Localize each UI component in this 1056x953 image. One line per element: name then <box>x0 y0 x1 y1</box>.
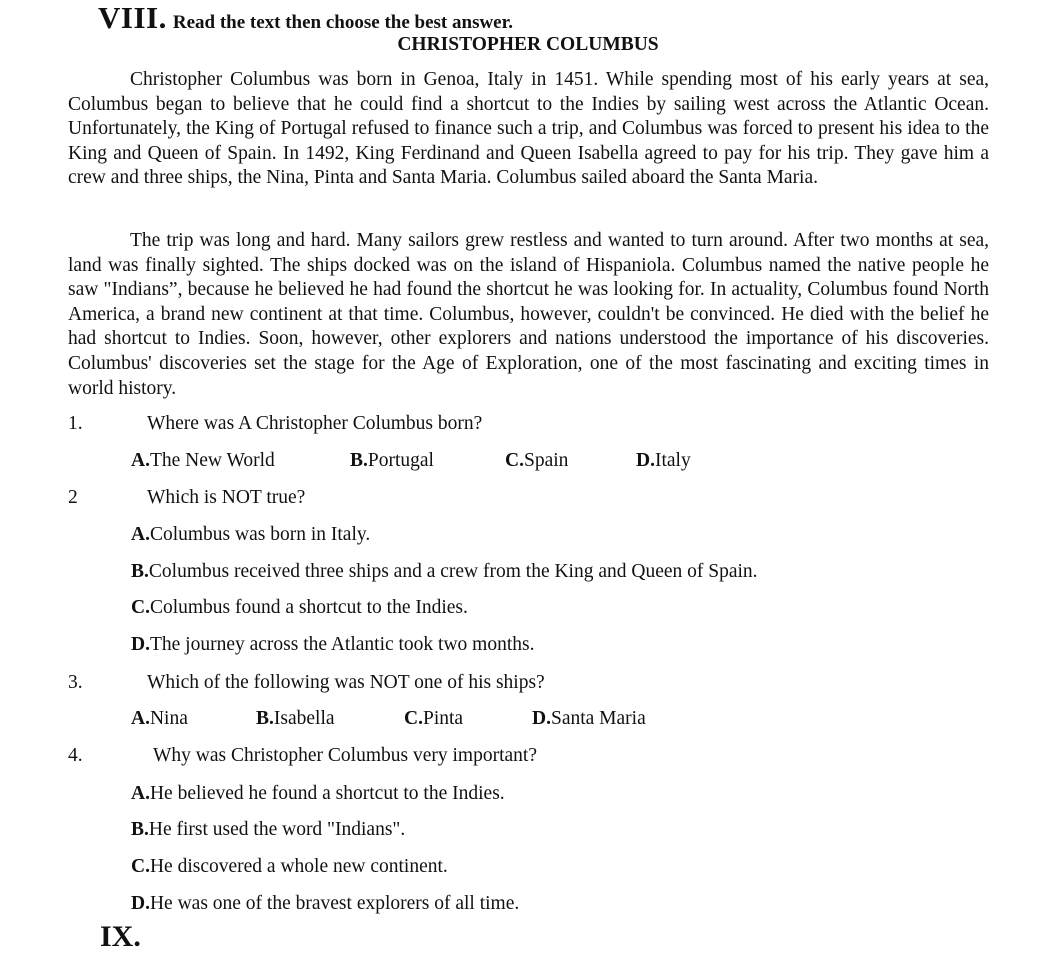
option-text: Columbus found a shortcut to the Indies. <box>149 597 468 618</box>
option-text: The New World <box>149 450 275 471</box>
question-4-text: Why was Christopher Columbus very important? <box>153 745 537 766</box>
option-text: He believed he found a shortcut to the Indies. <box>149 783 505 804</box>
option-text: He discovered a whole new continent. <box>149 856 448 877</box>
option-text: Santa Maria <box>550 708 646 729</box>
option-text: Isabella <box>273 708 335 729</box>
option-letter: D. <box>636 450 655 471</box>
option-letter: A. <box>131 708 150 729</box>
question-3-option-d <box>532 708 646 730</box>
question-1-option-d <box>636 450 691 472</box>
question-2-option-c <box>131 597 468 619</box>
question-2-option-b <box>131 561 758 583</box>
option-letter: C. <box>131 856 150 877</box>
option-letter: D. <box>131 893 150 914</box>
question-2-number: 2 <box>68 487 78 508</box>
option-letter: D. <box>131 634 150 655</box>
option-text: He was one of the bravest explorers of all time. <box>149 893 520 914</box>
question-4-option-b <box>131 819 405 841</box>
question-3-text: Which of the following was NOT one of his ships? <box>147 672 545 693</box>
question-4-option-a <box>131 783 505 805</box>
option-letter: B. <box>350 450 368 471</box>
option-text: Portugal <box>367 450 434 471</box>
question-2-option-a <box>131 524 370 546</box>
passage-paragraph-1: Christopher Columbus was born in Genoa, Italy in 1451. While spending most of his early years at sea, Columbus began to believe that he could find a shortcut to the Indies by sailing west across the Atlantic Ocean. Unfortunately, the King of Portugal refused to finance such a trip, and Columbus was forced to present his idea to the King and Queen of Spain. In 1492, King Ferdinand and Queen Isabella agreed to pay for his trip. They gave him a crew and three ships, the Nina, Pinta and Santa Maria. Columbus sailed aboard the Santa Maria. <box>68 69 989 189</box>
option-letter: B. <box>131 561 149 582</box>
question-1-option-a <box>131 450 275 472</box>
option-text: Nina <box>149 708 188 729</box>
passage-paragraph-2: The trip was long and hard. Many sailors grew restless and wanted to turn around. After two months at sea, land was finally sighted. The ships docked was on the island of Hispaniola. Columbus named the native people he saw "Indians”, because he believed he had found the shortcut he was looking for. In actuality, Columbus found North America, a brand new continent at that time. Columbus, however, couldn't be convinced. He died with the belief he had shortcut to Indies. Soon, however, other explorers and nations understood the importance of his discoveries. Columbus' discoveries set the stage for the Age of Exploration, one of the most fascinating and exciting times in world history. <box>68 230 989 399</box>
option-letter: A. <box>131 783 150 804</box>
section-heading <box>98 0 513 36</box>
option-letter: B. <box>131 819 149 840</box>
question-3-option-c <box>404 708 463 730</box>
question-4-option-c <box>131 856 448 878</box>
next-section-numeral: IX. <box>100 920 141 953</box>
question-3-option-b <box>256 708 335 730</box>
question-3-option-a <box>131 708 188 730</box>
option-letter: A. <box>131 524 150 545</box>
question-1-option-c <box>505 450 568 472</box>
option-text: Pinta <box>422 708 464 729</box>
option-letter: C. <box>404 708 423 729</box>
question-1-text: Where was A Christopher Columbus born? <box>147 413 483 434</box>
option-text: Italy <box>654 450 691 471</box>
option-letter: D. <box>532 708 551 729</box>
question-4-option-d <box>131 893 519 915</box>
option-letter: B. <box>256 708 274 729</box>
option-letter: C. <box>131 597 150 618</box>
question-3-number: 3. <box>68 672 83 693</box>
option-text: The journey across the Atlantic took two months. <box>149 634 535 655</box>
next-section-heading-fragment <box>100 920 141 953</box>
option-text: Spain <box>523 450 569 471</box>
option-letter: A. <box>131 450 150 471</box>
question-2-text: Which is NOT true? <box>147 487 306 508</box>
option-letter: C. <box>505 450 524 471</box>
section-instruction: Read the text then choose the best answer. <box>172 12 514 33</box>
option-text: He first used the word "Indians". <box>148 819 406 840</box>
section-numeral: VIII. <box>98 0 167 35</box>
option-text: Columbus was born in Italy. <box>149 524 371 545</box>
question-4-number: 4. <box>68 745 83 766</box>
question-2-option-d <box>131 634 534 656</box>
option-text: Columbus received three ships and a crew from the King and Queen of Spain. <box>148 561 758 582</box>
question-1-option-b <box>350 450 434 472</box>
passage-title: CHRISTOPHER COLUMBUS <box>397 34 659 55</box>
question-1-number: 1. <box>68 413 83 434</box>
